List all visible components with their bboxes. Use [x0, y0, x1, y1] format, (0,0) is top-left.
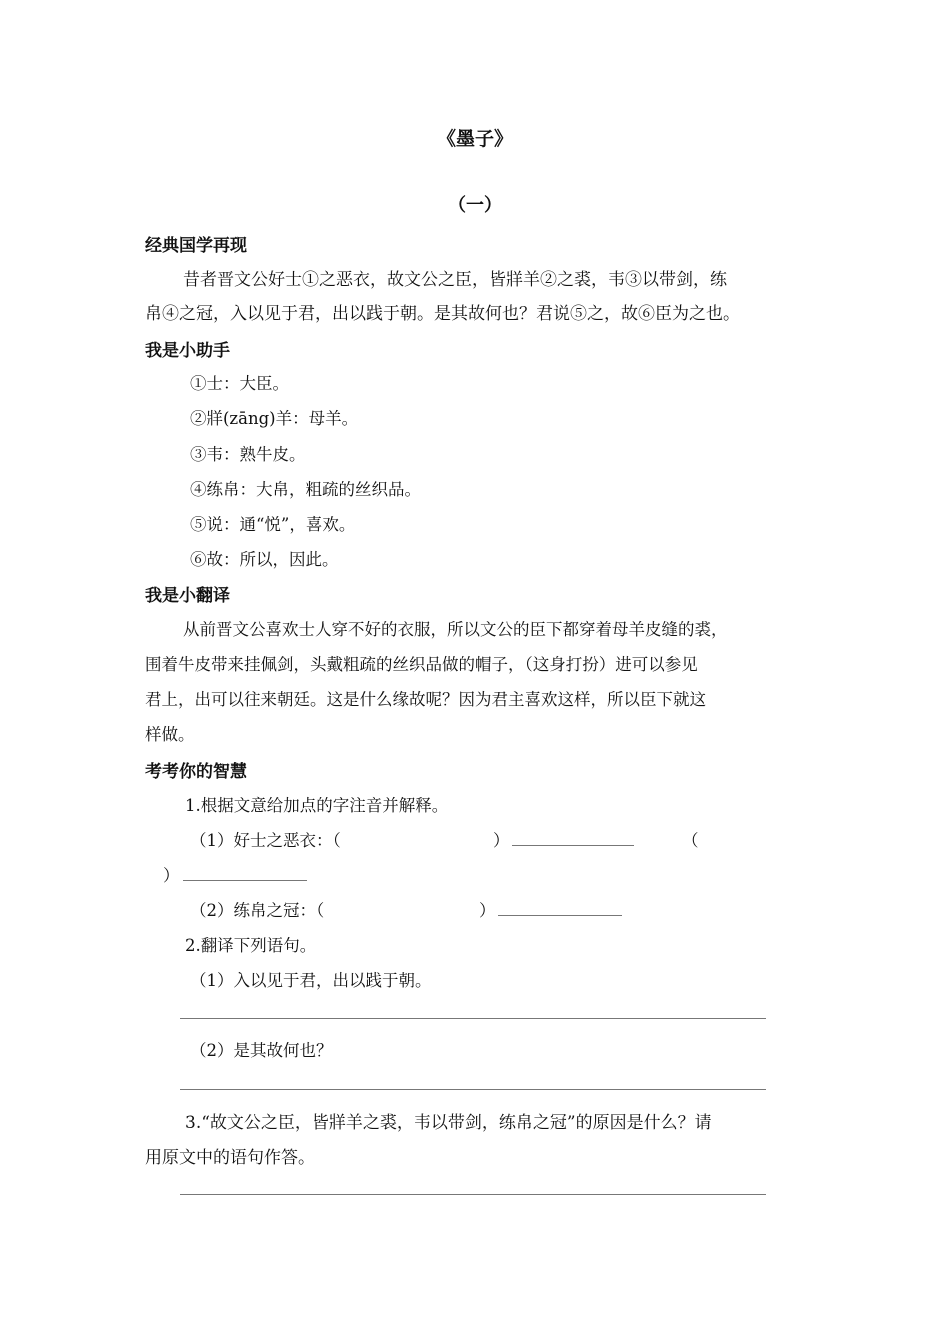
document-title: 《墨子》: [436, 128, 513, 150]
question-2: 2.翻译下列语句。: [185, 936, 317, 955]
question-2-item-2: （2）是其故何也？: [190, 1041, 333, 1060]
question-1-item-1: （1）好士之恶衣：（: [190, 831, 341, 850]
note-4: ④练帛：大帛，粗疏的丝织品。: [190, 480, 421, 499]
answer-blank-3[interactable]: [498, 915, 622, 916]
answer-line-2[interactable]: [180, 1089, 766, 1090]
answer-blank-2[interactable]: [183, 880, 307, 881]
question-1-close-paren-2: ）: [163, 866, 180, 885]
answer-blank-1[interactable]: [512, 845, 634, 846]
classic-text-line-1: 昔者晋文公好士①之恶衣，故文公之臣，皆牂羊②之裘，韦③以带剑，练: [183, 270, 727, 290]
question-3-line-1: 3.“故文公之臣，皆牂羊之裘，韦以带剑，练帛之冠”的原因是什么？请: [185, 1113, 712, 1133]
helper-heading: 我是小助手: [145, 341, 230, 361]
question-1: 1.根据文意给加点的字注音并解释。: [185, 796, 449, 815]
classic-text-line-2: 帛④之冠，入以见于君，出以践于朝。是其故何也？君说⑤之，故⑥臣为之也。: [145, 304, 740, 324]
question-1-item-2: （2）练帛之冠：（: [190, 901, 325, 920]
note-6: ⑥故：所以，因此。: [190, 550, 339, 569]
answer-line-1[interactable]: [180, 1018, 766, 1019]
question-1-close-paren-3: ）: [479, 901, 496, 920]
translation-line-2: 围着牛皮带来挂佩剑，头戴粗疏的丝织品做的帽子，（这身打扮）进可以参见: [145, 655, 698, 674]
translate-heading: 我是小翻译: [145, 586, 230, 606]
note-2: ②牂(zāng)羊：母羊。: [190, 409, 359, 428]
note-1: ①士：大臣。: [190, 374, 289, 393]
translation-line-1: 从前晋文公喜欢士人穿不好的衣服，所以文公的臣下都穿着母羊皮缝的裘，: [183, 620, 728, 639]
question-1-open-paren-2: （: [682, 831, 699, 850]
note-3: ③韦：熟牛皮。: [190, 445, 306, 464]
answer-line-3[interactable]: [180, 1194, 766, 1195]
question-1-close-paren-1: ）: [493, 831, 510, 850]
question-2-item-1: （1）入以见于君，出以践于朝。: [190, 971, 432, 990]
quiz-heading: 考考你的智慧: [145, 762, 247, 782]
section-label: （一）: [448, 195, 502, 216]
classic-heading: 经典国学再现: [145, 236, 247, 256]
question-3-line-2: 用原文中的语句作答。: [145, 1148, 315, 1168]
translation-line-4: 样做。: [145, 725, 195, 744]
note-5: ⑤说：通“悦”，喜欢。: [190, 515, 356, 534]
translation-line-3: 君上，出可以往来朝廷。这是什么缘故呢？因为君主喜欢这样，所以臣下就这: [145, 690, 706, 709]
